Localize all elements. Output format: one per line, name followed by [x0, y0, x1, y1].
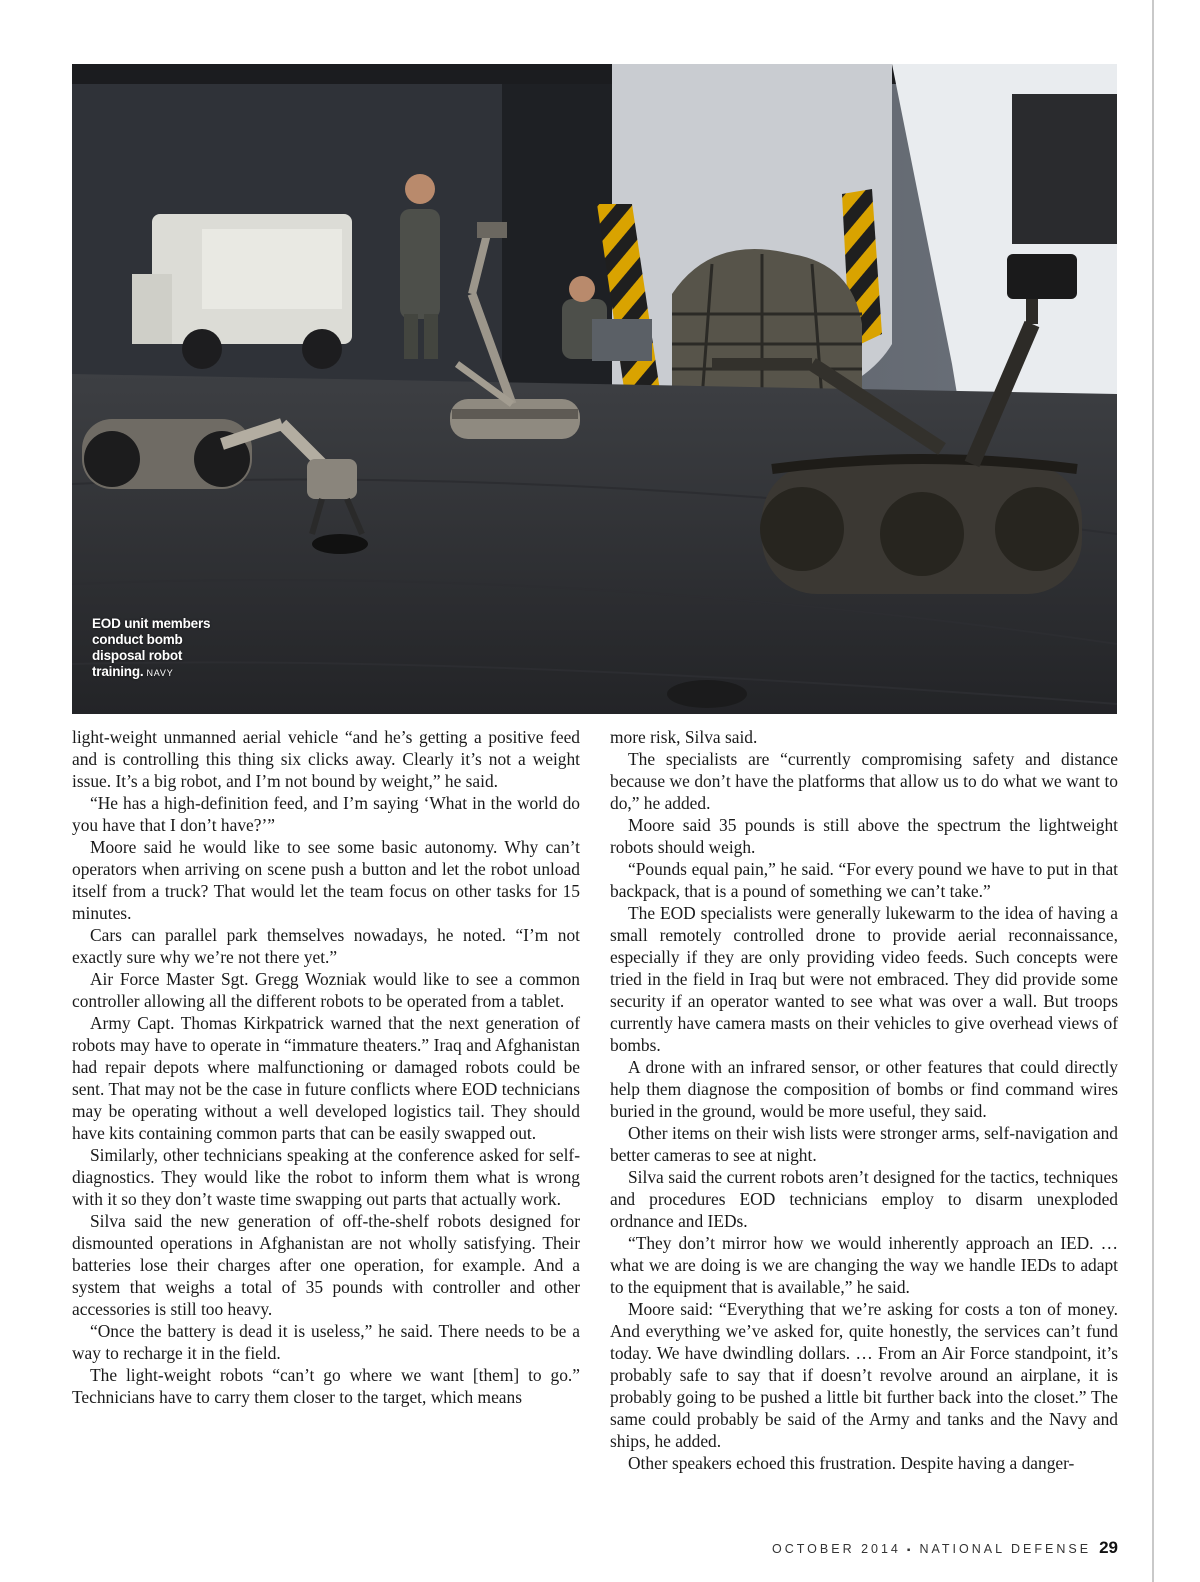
paragraph: Moore said 35 pounds is still above the spectrum the lightweight robots should weigh. — [610, 815, 1118, 857]
footer-issue-date: OCTOBER 2014 — [772, 1542, 901, 1556]
paragraph: “They don’t mirror how we would inherently approach an IED. … what we are doing is we are changing the way we handle IEDs to adapt to the equipment that is available,” he said. — [610, 1233, 1118, 1297]
paragraph: A drone with an infrared sensor, or other features that could directly help them diagnose the composition of bombs or find command wires buried in the ground, would be more useful, they said. — [610, 1057, 1118, 1121]
robot-training-illustration — [72, 64, 1117, 714]
photo-credit: NAVY — [146, 668, 174, 678]
paragraph: Army Capt. Thomas Kirkpatrick warned that the next generation of robots may have to operate in “immature theaters.” Iraq and Afghanistan had repair depots where malfunctioning or damaged robots could be sent. That may not be the case in future conflicts where EOD technicians may be operating without a well developed logistics tail. They should have kits containing common parts that can be easily swapped out. — [72, 1013, 580, 1143]
article-column-right — [610, 726, 1118, 1474]
paragraph: The specialists are “currently compromising safety and distance because we don’t have the platforms that allow us to do what we want to do,” he added. — [610, 749, 1118, 813]
footer-magazine-name: NATIONAL DEFENSE — [919, 1542, 1092, 1556]
paragraph: Other items on their wish lists were stronger arms, self-navigation and better cameras to see at night. — [610, 1123, 1118, 1165]
page-footer — [772, 1538, 1118, 1558]
paragraph: “Once the battery is dead it is useless,” he said. There needs to be a way to recharge it in the field. — [72, 1321, 580, 1363]
page-edge-rule — [1152, 0, 1154, 1582]
page-number: 29 — [1099, 1538, 1118, 1557]
paragraph: Air Force Master Sgt. Gregg Wozniak would like to see a common controller allowing all the different robots to be operated from a tablet. — [72, 969, 580, 1011]
paragraph: Moore said: “Everything that we’re asking for costs a ton of money. And everything we’ve asked for, quite honestly, the services can’t fund today. We have dwindling dollars. … From an Air Force standpoint, it’s probably safe to say that if doesn’t revolve around an airplane, it is probably going to be pushed a little bit further back into the closet.” The same could probably be said of the Army and tanks and the Navy and ships, he added. — [610, 1299, 1118, 1451]
feature-photo — [72, 64, 1117, 714]
paragraph: The light-weight robots “can’t go where we want [them] to go.” Technicians have to carry them closer to the target, which means — [72, 1365, 580, 1407]
article-column-left — [72, 726, 580, 1408]
caption-text: EOD unit members conduct bomb disposal robot training. — [92, 616, 211, 679]
photo-caption — [92, 616, 222, 681]
footer-separator: ▪ — [906, 1545, 914, 1556]
paragraph: Other speakers echoed this frustration. Despite having a danger- — [628, 1453, 1075, 1473]
paragraph: “He has a high-definition feed, and I’m saying ‘What in the world do you have that I don’t have?’” — [72, 793, 580, 835]
paragraph: Moore said he would like to see some basic autonomy. Why can’t operators when arriving on scene push a button and let the robot unload itself from a truck? That would let the team focus on other tasks for 15 minutes. — [72, 837, 580, 923]
paragraph: Silva said the new generation of off-the-shelf robots designed for dismounted operations in Afghanistan are not wholly satisfying. Their batteries lose their charges after one operation, for example. And a system that weighs a total of 35 pounds with controller and other accessories is still too heavy. — [72, 1211, 580, 1319]
paragraph: “Pounds equal pain,” he said. “For every pound we have to put in that backpack, that is a pound of something we can’t take.” — [610, 859, 1118, 901]
paragraph: light-weight unmanned aerial vehicle “and he’s getting a positive feed and is controlling this thing six clicks away. Clearly it’s not a weight issue. It’s a big robot, and I’m not bound by weight,” he said. — [72, 727, 580, 791]
paragraph: more risk, Silva said. — [610, 727, 758, 747]
paragraph: Silva said the current robots aren’t designed for the tactics, techniques and procedures EOD technicians employ to disarm unexploded ordnance and IEDs. — [610, 1167, 1118, 1231]
paragraph: Cars can parallel park themselves nowadays, he noted. “I’m not exactly sure why we’re not there yet.” — [72, 925, 580, 967]
paragraph: The EOD specialists were generally lukewarm to the idea of having a small remotely controlled drone to provide aerial reconnaissance, especially if they are only providing video feeds. Such concepts were tried in the field in Iraq but were not embraced. They did provide some security if an operator wanted to see what was over a wall. But troops currently have camera masts on their vehicles to give overhead views of bombs. — [610, 903, 1118, 1055]
paragraph: Similarly, other technicians speaking at the conference asked for self-diagnostics. They would like the robot to inform them what is wrong with it so they don’t waste time swapping out parts that actually work. — [72, 1145, 580, 1209]
